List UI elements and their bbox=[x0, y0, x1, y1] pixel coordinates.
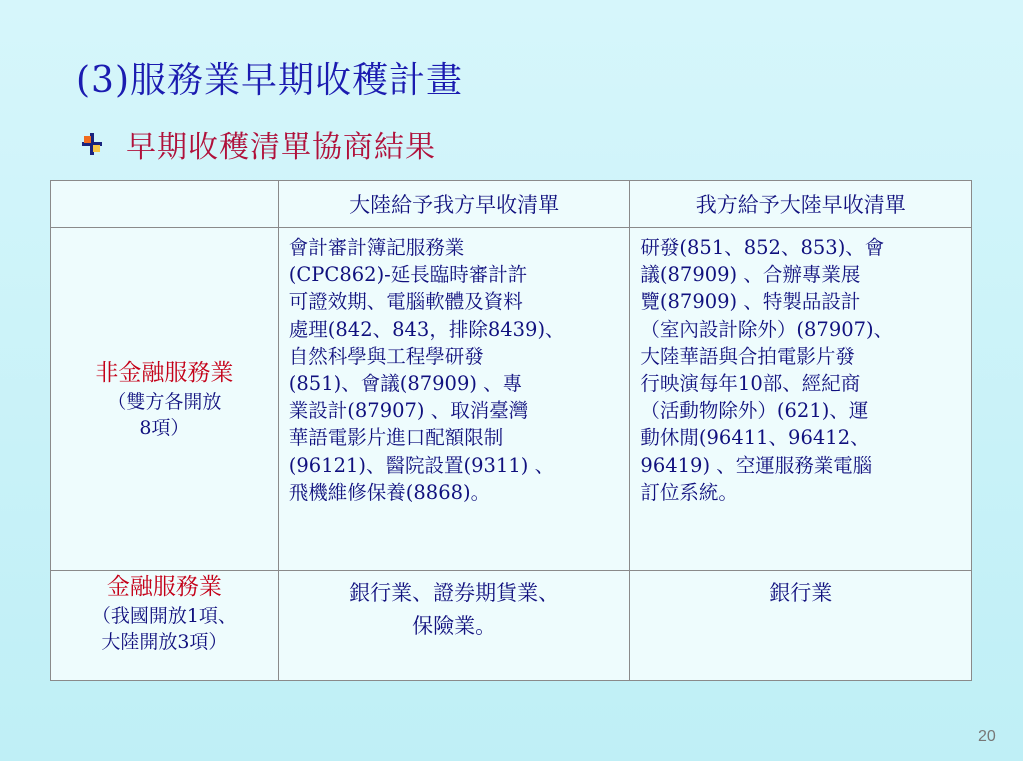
text-line: 可證效期、電腦軟體及資料 bbox=[288, 290, 523, 314]
text-line: 保險業。 bbox=[412, 614, 497, 638]
text-line: 動休閒(96411、96412、 bbox=[640, 426, 870, 450]
taiwan-list-cell bbox=[630, 571, 972, 681]
early-harvest-table bbox=[50, 180, 972, 681]
text-line: 銀行業、證券期貨業、 bbox=[349, 581, 560, 605]
text-line: 處理(842、843，排除8439)、 bbox=[288, 317, 565, 341]
text-line: 華語電影片進口配額限制 bbox=[288, 426, 504, 450]
text-line: 會計審計簿記服務業 bbox=[288, 236, 465, 259]
text-line: (851)、會議(87909) 、專 bbox=[288, 372, 523, 396]
text-line: (CPC862)-延長臨時審計許 bbox=[288, 263, 528, 287]
text-line: 自然科學與工程學研發 bbox=[288, 344, 484, 368]
text-line: (96121)、醫院設置(9311) 、 bbox=[288, 453, 555, 477]
category-note-line: （我國開放1項、 bbox=[91, 605, 237, 627]
text-line: 覽(87909) 、特製品設計 bbox=[640, 290, 861, 314]
text-line: 業設計(87907) 、取消臺灣 bbox=[288, 399, 529, 423]
category-note-line: （雙方各開放 bbox=[107, 391, 222, 413]
text-line: 訂位系統。 bbox=[640, 480, 738, 504]
subtitle-row bbox=[82, 124, 436, 164]
slide-title: (3)服務業早期收穫計畫 bbox=[76, 60, 463, 101]
text-line: 研發(851、852、853)、會 bbox=[640, 236, 885, 259]
text-line: （室內設計除外）(87907)、 bbox=[640, 317, 894, 341]
header-empty-cell bbox=[51, 181, 279, 228]
subtitle: 早期收穫清單協商結果 bbox=[126, 130, 436, 165]
taiwan-list-cell bbox=[630, 228, 972, 571]
category-label: 金融服務業 bbox=[106, 574, 222, 600]
category-note-line: 8項） bbox=[139, 417, 190, 439]
text-line: 議(87909) 、合辦專業展 bbox=[640, 263, 861, 287]
text-line: 飛機維修保養(8868)。 bbox=[288, 480, 491, 504]
china-list-cell bbox=[278, 571, 630, 681]
page-number: 20 bbox=[978, 728, 996, 745]
text-line: 大陸華語與合拍電影片發 bbox=[640, 344, 855, 368]
china-list-cell bbox=[278, 228, 630, 571]
header-taiwan-to-china: 我方給予大陸早收清單 bbox=[630, 181, 972, 228]
header-china-to-taiwan: 大陸給予我方早收清單 bbox=[278, 181, 630, 228]
table-header-row bbox=[51, 181, 972, 228]
text-line: 行映演每年10部、經紀商 bbox=[640, 372, 861, 396]
category-cell-non-financial bbox=[51, 228, 279, 571]
category-label: 非金融服務業 bbox=[95, 360, 234, 386]
table-row bbox=[51, 571, 972, 681]
text-line: 96419) 、空運服務業電腦 bbox=[640, 453, 873, 477]
table-row bbox=[51, 228, 972, 571]
text-line: （活動物除外）(621)、運 bbox=[640, 399, 869, 423]
bullet-icon bbox=[82, 133, 102, 155]
category-note-line: 大陸開放3項） bbox=[101, 631, 228, 653]
category-cell-financial bbox=[51, 571, 279, 681]
text-line: 銀行業 bbox=[769, 581, 833, 605]
